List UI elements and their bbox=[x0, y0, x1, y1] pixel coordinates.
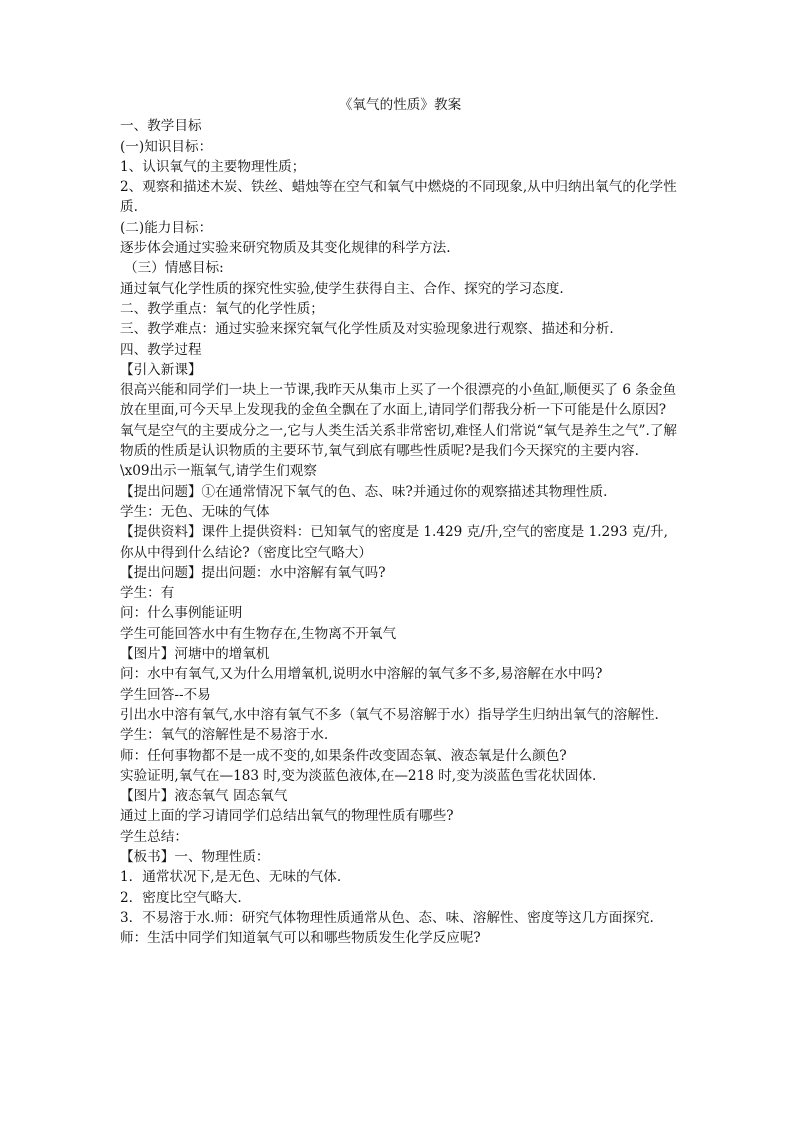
document-line: \x09出示一瓶氧气,请学生们观察 bbox=[120, 463, 317, 480]
document-line: 师：生活中同学们知道氧气可以和哪些物质发生化学反应呢? bbox=[120, 930, 481, 947]
document-line: 四、教学过程 bbox=[120, 341, 202, 358]
document-line: 一、教学目标 bbox=[120, 118, 202, 135]
document-line: (二)能力目标： bbox=[120, 219, 213, 236]
document-line: 学生：无色、无味的气体 bbox=[120, 503, 270, 520]
document-line: 学生回答--不易 bbox=[120, 686, 211, 703]
document-line: 问：水中有氧气,又为什么用增氧机,说明水中溶解的氧气多不多,易溶解在水中吗? bbox=[120, 666, 603, 683]
document-line: 【板书】一、物理性质： bbox=[120, 848, 270, 865]
document-line: 问：什么事例能证明 bbox=[120, 605, 243, 622]
document-line: 引出水中溶有氧气,水中溶有氧气不多（氧气不易溶解于水）指导学生归纳出氧气的溶解性. bbox=[120, 706, 659, 723]
document-line: 师：任何事物都不是一成不变的,如果条件改变固态氧、液态氧是什么颜色? bbox=[120, 747, 567, 764]
document-line: 【提出问题】①在通常情况下氧气的色、态、味?并通过你的观察描述其物理性质. bbox=[120, 483, 608, 500]
document-line: 三、教学难点：通过实验来探究氧气化学性质及对实验现象进行观察、描述和分析. bbox=[120, 321, 614, 338]
document-line: 1．通常状况下,是无色、无味的气体. bbox=[120, 869, 342, 886]
document-line: 1、认识氧气的主要物理性质； bbox=[120, 158, 306, 175]
document-line: （三）情感目标: bbox=[124, 260, 224, 277]
document-line: 【图片】河塘中的增氧机 bbox=[120, 646, 270, 663]
document-title: 《氧气的性质》教案 bbox=[338, 97, 462, 113]
document-line: 【提出问题】提出问题：水中溶解有氧气吗? bbox=[120, 564, 386, 581]
document-line: 逐步体会通过实验来研究物质及其变化规律的科学方法. bbox=[120, 240, 451, 257]
document-line: 通过上面的学习请同学们总结出氧气的物理性质有哪些? bbox=[120, 808, 454, 825]
document-line: 二、教学重点：氧气的化学性质； bbox=[120, 300, 324, 317]
document-page bbox=[120, 95, 680, 948]
document-line: 实验证明,氧气在—183 时,变为淡蓝色液体,在—218 时,变为淡蓝色雪花状固体. bbox=[120, 767, 597, 784]
document-line: 学生：有 bbox=[120, 585, 175, 602]
document-line: 学生可能回答水中有生物存在,生物离不开氧气 bbox=[120, 625, 397, 642]
document-line: 【图片】液态氧气 固态氧气 bbox=[120, 788, 288, 805]
document-line: 2、观察和描述木炭、铁丝、蜡烛等在空气和氧气中燃烧的不同现象,从中归纳出氧气的化学性质. bbox=[120, 179, 677, 216]
document-line: 学生总结： bbox=[120, 828, 188, 845]
document-line: 很高兴能和同学们一块上一节课,我昨天从集市上买了一个很漂亮的小鱼缸,顺便买了 6 条金鱼放在里面,可今天早上发现我的金鱼全飘在了水面上,请同学们帮我分析一下可能是什么原因? bbox=[120, 382, 677, 419]
document-line: 学生：氧气的溶解性是不易溶于水. bbox=[120, 727, 329, 744]
document-line: 氧气是空气的主要成分之一,它与人类生活关系非常密切,难怪人们常说“氧气是养生之气”.了解物质的性质是认识物质的主要环节,氧气到底有哪些性质呢?是我们今天探究的主要内容. bbox=[120, 422, 678, 460]
document-line: 通过氧气化学性质的探究性实验,使学生获得自主、合作、探究的学习态度. bbox=[120, 280, 564, 297]
document-body bbox=[120, 116, 680, 948]
document-line: 【提供资料】课件上提供资料：已知氧气的密度是 1.429 克/升,空气的密度是 1.293 克/升,你从中得到什么结论?（密度比空气略大） bbox=[120, 524, 668, 561]
document-line: 3．不易溶于水.师：研究气体物理性质通常从色、态、味、溶解性、密度等这几方面探究. bbox=[120, 909, 654, 926]
document-line: 2．密度比空气略大. bbox=[120, 889, 242, 906]
document-line: (一)知识目标： bbox=[120, 138, 213, 155]
document-line: 【引入新课】 bbox=[120, 361, 202, 378]
